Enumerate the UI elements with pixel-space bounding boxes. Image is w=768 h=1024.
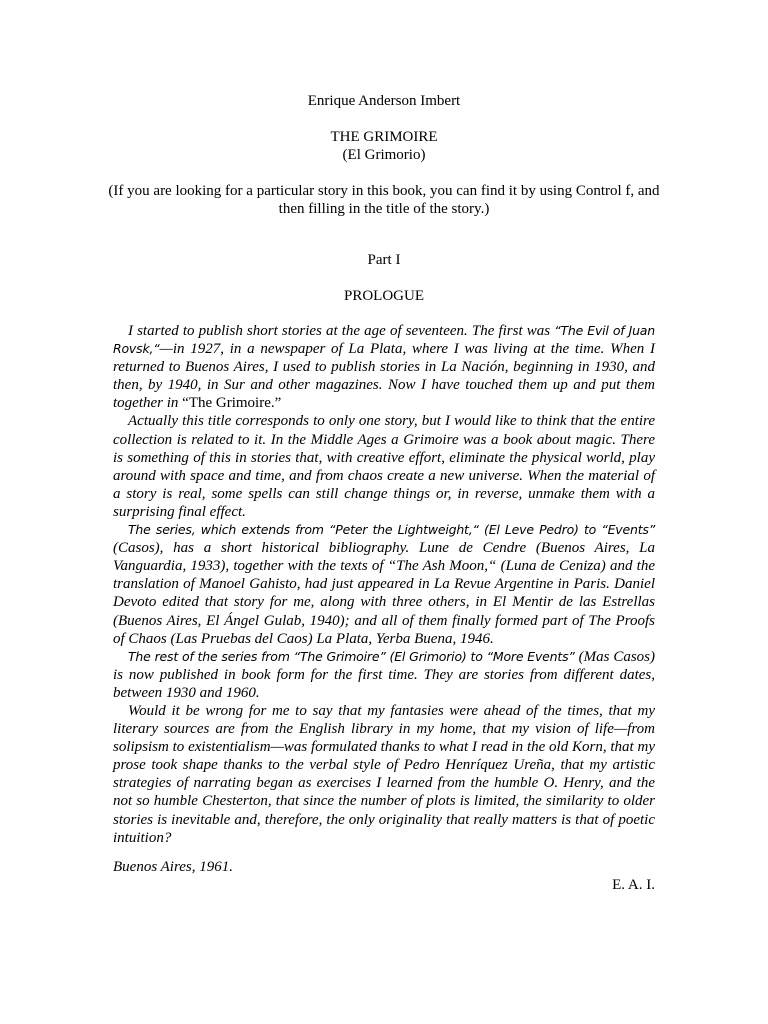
paragraph-3 — [113, 521, 655, 648]
author-initials: E. A. I. — [612, 877, 655, 893]
paragraph-2: Actually this title corresponds to only one story, but I would like to think that the entire collection is related to it. In the Middle Ages a Grimoire was a book about magic. There is something of this in stories that, with creative effort, eliminate the physical world, play around with space and time, and from chaos create a new universe. When the material of a story is real, some spells can still change things or, in reverse, unmake them with a surprising final effect. — [113, 413, 655, 520]
paragraph-5: Would it be wrong for me to say that my fantasies were ahead of the times, that my literary sources are from the English library in my home, that my vision of life—from solipsism to existentialism—was formulated thanks to what I read in the old Korn, that my prose took shape thanks to the verbal style of Pedro Henríquez Ureña, that my artistic strategies of narrating began as exercises I learned from the humble O. Henry, and the not so humble Chesterton, that since the number of plots is limited, the similarity to older stories is inevitable and, therefore, the only originality that really matters is that of poetic intuition? — [113, 702, 655, 846]
paragraph-3-text-b: (Casos), has a short historical bibliography. Lune de Cendre (Buenos Aires, La Vanguardia, 1933), together with the texts of “The Ash Moon,“ (Luna de Ceniza) and the translation of Manoel Gahisto, had just appeared in La Revue Argentine in Paris. Daniel Devoto edited that story for me, along with three others, in El Mentir de las Estrellas (Buenos Aires, El Ángel Gulab, 1940); and all of them finally formed part of The Proofs of Chaos (Las Pruebas del Caos) La Plata, Yerba Buena, 1946. — [113, 540, 655, 647]
prologue-body — [113, 322, 655, 847]
book-title: THE GRIMOIRE — [330, 129, 438, 145]
book-subtitle: (El Grimorio) — [342, 147, 426, 163]
book-title-reference: “The Grimoire.” — [182, 395, 282, 412]
paragraph-1 — [113, 322, 655, 412]
paragraph-3-series-range: The series, which extends from “Peter the Lightweight,“ (El Leve Pedro) to “Events” — [128, 522, 655, 538]
author-name: Enrique Anderson Imbert — [307, 93, 461, 109]
search-note: (If you are looking for a particular story in this book, you can find it by using Control f, and then filling in the title of the story.) — [108, 183, 660, 217]
paragraph-1-text-a: I started to publish short stories at the age of seventeen. The first was — [128, 323, 555, 339]
paragraph-1-text-c: —in 1927, in a newspaper of La Plata, where I was living at the time. When I returned to Buenos Aires, I used to publish stories in La Nación, beginning in 1930, and then, by 1940, in Sur and other magazines. Now I have touched them up and put them together in — [113, 341, 655, 412]
part-label: Part I — [367, 252, 401, 268]
paragraph-4-series-range: The rest of the series from “The Grimoire” (El Grimorio) to “More Events” — [128, 648, 575, 664]
story-title-evil-of-juan-rovsk: “The Evil of Juan Rovsk,“ — [113, 323, 655, 357]
paragraph-4-text-b: (Mas Casos) is now published in book form for the first time. They are stories from different dates, between 1930 and 1960. — [113, 648, 655, 701]
paragraph-4 — [113, 648, 655, 702]
place-date: Buenos Aires, 1961. — [113, 859, 233, 875]
section-heading: PROLOGUE — [343, 288, 424, 304]
